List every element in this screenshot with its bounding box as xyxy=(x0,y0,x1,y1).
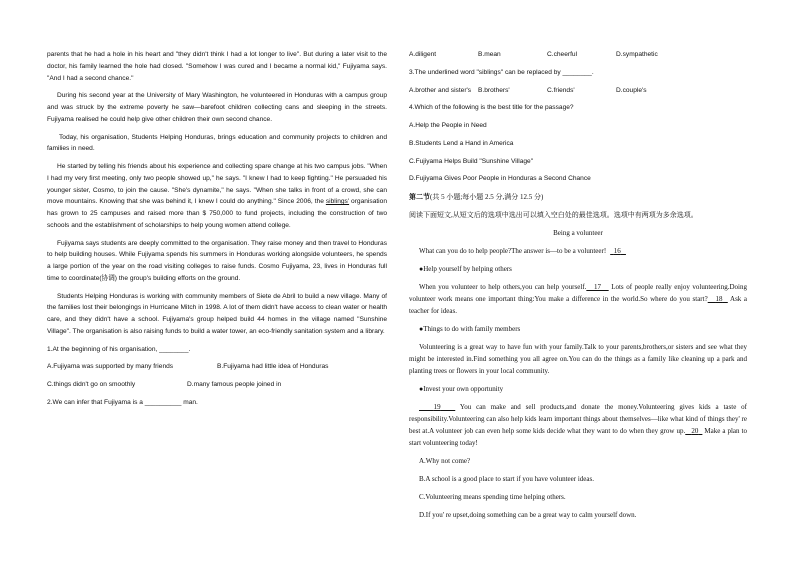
section-heading-label: 第二节 xyxy=(409,193,430,201)
paragraph-1-text-a: When you volunteer to help others,you can help yourself. xyxy=(419,283,587,291)
passage-paragraph-2: During his second year at the University of Mary Washington, he volunteered in Honduras with a campus group and was struck by the extreme poverty he saw—barefoot children collecting cans and sleeping in the streets. Fujiyama realised he could help give other children their own second chance. xyxy=(47,92,387,123)
blank-20[interactable] xyxy=(685,427,702,435)
option-2c[interactable]: C.cheerful xyxy=(547,51,578,58)
paragraph-1-text-b: Lots of people really enjoy volunteering.Doing volunteer work means one important thing:You make a difference in the world.So where do you start? xyxy=(409,283,747,303)
cloze-intro xyxy=(409,245,747,257)
section-heading xyxy=(409,191,747,203)
paragraph-1-text-c: Ask a teacher for ideas. xyxy=(409,295,748,315)
option-1c[interactable]: C.things didn't go on smoothly xyxy=(47,381,136,388)
option-1d[interactable]: D.many famous people joined in xyxy=(187,381,282,388)
section-2 xyxy=(409,191,747,521)
bullet-heading-1: ●Help yourself by helping others xyxy=(419,265,512,273)
passage-paragraph-6: Students Helping Honduras is working with community members of Siete de Abril to build a new village. Many of the families lost their belongings in Hurricane Mitch in 1998. A lot of them didn't have access to clean water or health care, and they didn't have a school. Fujiyama's group helped build 44 homes in the village named "Sunshine Village". The organisation is also raising funds to build a water tower, an eco-friendly sanitation system and a library. xyxy=(47,292,387,335)
option-3b[interactable]: B.brothers' xyxy=(478,86,510,94)
paragraph-3-text-b: Make a plan to start volunteering today! xyxy=(409,427,747,447)
bullet-heading-3: ●Invest your own opportunity xyxy=(419,385,504,393)
question-1-options-row-2 xyxy=(47,379,387,391)
section-instructions: 阅读下面短文,从短文后的选项中选出可以填入空白处的最佳选项。选项中有两项为多余选项。 xyxy=(409,211,698,219)
question-3-options xyxy=(409,85,747,97)
option-4a[interactable]: A.Help the People in Need xyxy=(409,122,487,129)
question-2: 2.We can infer that Fujiyama is a __________ man. xyxy=(47,398,198,406)
passage-paragraph-4 xyxy=(47,161,387,232)
cloze-paragraph-1 xyxy=(409,281,747,317)
cloze-paragraph-3 xyxy=(409,401,747,449)
option-3c[interactable]: C.friends' xyxy=(547,86,575,94)
blank-18[interactable] xyxy=(708,295,728,303)
question-3: 3.The underlined word "siblings" can be replaced by ________. xyxy=(409,68,594,76)
left-column xyxy=(47,49,387,409)
paragraph-3-text-a: You can make and sell products,and donate the money.Volunteering gives kids a taste of responsibility.Volunteering can also help kids learn important things about themselves—like what kind of things they' re best at.A volunteer job can even help some kids decide what they want to do when they grow up. xyxy=(409,403,748,435)
blank-16-number: 16 xyxy=(613,247,621,255)
option-4c[interactable]: C.Fujiyama Helps Build "Sunshine Village" xyxy=(409,157,534,165)
passage-paragraph-5: Fujiyama says students are deeply committed to the organisation. They raise money and then travel to Honduras to help building houses. While Fujiyama spends his summers in Honduras working alongside volunteers, he spends a large portion of the year on the road visiting colleges to raise funds. Cosmo Fujiyama, 23, lives in Honduras full time to coordinate(协调) the group's building efforts on the ground. xyxy=(47,239,387,282)
option-1b[interactable]: B.Fujiyama had little idea of Honduras xyxy=(217,363,329,371)
underlined-word-siblings: siblings' xyxy=(325,198,350,206)
paragraph-4-text-b: organisation has grown to 25 campuses and raised more than $ 750,000 to fund projects, including the construction of two schools and the establishment of scholarships to help young women attend college. xyxy=(47,198,387,229)
blank-19-number: 19 xyxy=(433,403,441,411)
blank-16[interactable] xyxy=(610,247,626,255)
passage-paragraph-3: Today, his organisation, Students Helping Honduras, brings education and community projects to children and families in need. xyxy=(47,133,387,153)
option-3d[interactable]: D.couple's xyxy=(616,86,647,94)
passage-paragraph-1: parents that he had a hole in his heart and "they didn't think I had a lot longer to live". But during a later visit to the doctor, his family learned the hole had closed. "Somehow I was cured and I became a normal kid," Fujiyama says. "And I had a second chance." xyxy=(47,51,387,82)
cloze-option-a[interactable]: A.Why not come? xyxy=(419,457,471,465)
cloze-paragraph-2: Volunteering is a great way to have fun with your family.Talk to your parents,brothers,or sisters and see what they might be interested in.Find something you all agree on.You can do the things as a family like cleaning up a park and planting trees or flowers in your local community. xyxy=(409,343,747,375)
question-1: 1.At the beginning of his organisation, ________. xyxy=(47,345,191,353)
bullet-heading-2: ●Things to do with family members xyxy=(419,325,521,333)
blank-17-number: 17 xyxy=(594,283,601,291)
cloze-title: Being a volunteer xyxy=(553,229,603,237)
right-column xyxy=(409,49,747,521)
question-2-options xyxy=(409,49,747,61)
question-4: 4.Which of the following is the best title for the passage? xyxy=(409,104,574,112)
option-2a[interactable]: A.diligent xyxy=(409,51,437,58)
section-heading-points: (共 5 小题;每小题 2.5 分,满分 12.5 分) xyxy=(430,193,544,201)
blank-18-number: 18 xyxy=(715,295,723,303)
blank-20-number: 20 xyxy=(691,427,699,435)
intro-text: What can you do to help people?The answer is—to be a volunteer! xyxy=(419,247,607,255)
blank-19[interactable] xyxy=(419,403,455,411)
cloze-option-d[interactable]: D.If you' re upset,doing something can be a great way to calm yourself down. xyxy=(419,511,637,519)
paragraph-4-text-a: He started by telling his friends about his experience and collecting spare change at his two campus jobs. "When I had my very first meeting, only two people showed up," he says. "I knew I had to keep fighting." He persuaded his younger sister, Cosmo, to join the cause. "She's dynamite," he says. "When she talks in front of a crowd, she can move mountains. Knowing that she was behind it, I knew I could do anything." Since 2006, the xyxy=(47,163,387,206)
question-1-options-row-1 xyxy=(47,361,387,373)
option-4b[interactable]: B.Students Lend a Hand in America xyxy=(409,139,514,147)
option-1a[interactable]: A.Fujiyama was supported by many friends xyxy=(47,363,174,371)
option-4d[interactable]: D.Fujiyama Gives Poor People in Honduras a Second Chance xyxy=(409,175,591,183)
blank-17[interactable] xyxy=(586,283,608,291)
cloze-option-b[interactable]: B.A school is a good place to start if you have volunteer ideas. xyxy=(419,475,594,483)
option-2b[interactable]: B.mean xyxy=(478,51,501,58)
option-3a[interactable]: A.brother and sister's xyxy=(409,86,472,94)
cloze-option-c[interactable]: C.Volunteering means spending time helping others. xyxy=(419,493,566,501)
option-2d[interactable]: D.sympathetic xyxy=(616,51,658,58)
